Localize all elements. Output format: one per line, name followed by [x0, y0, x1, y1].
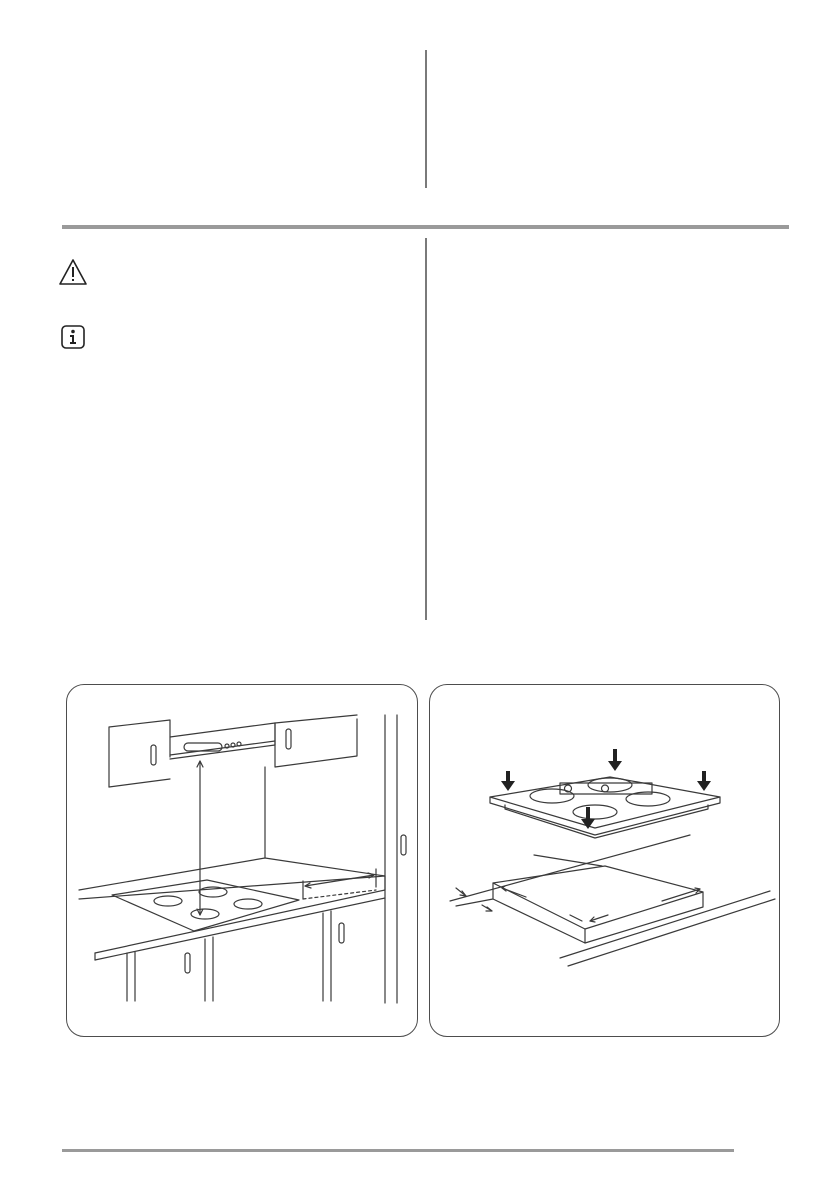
cooker-hood	[170, 723, 275, 759]
base-cabinets	[127, 911, 344, 1001]
warning-triangle-icon	[58, 258, 88, 286]
kitchen-installation-illustration	[66, 684, 418, 1037]
worktop-cutout	[450, 835, 775, 966]
press-down-arrow	[501, 749, 711, 829]
height-dimension-arrow	[197, 761, 203, 915]
footer-rule	[62, 1149, 734, 1152]
hob	[112, 880, 299, 931]
middle-column-divider	[425, 238, 427, 620]
tall-cabinet	[385, 715, 406, 1003]
upper-cabinet-left	[109, 720, 170, 787]
hob-top	[490, 777, 720, 838]
section-rule	[62, 225, 789, 229]
countertop	[79, 876, 385, 960]
upper-cabinet-right	[275, 715, 357, 767]
hob-insertion-illustration	[429, 684, 780, 1037]
top-column-divider	[425, 50, 427, 188]
info-icon	[61, 325, 85, 349]
